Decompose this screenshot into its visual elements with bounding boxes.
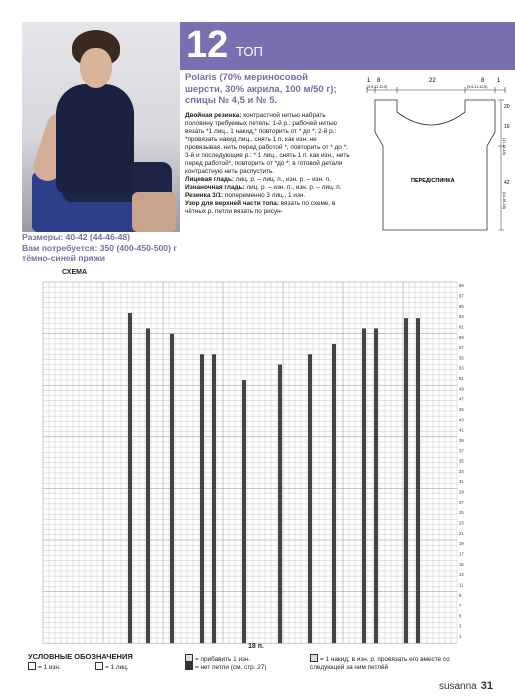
need-line: Вам потребуется: 350 (400-450-500) г тёмно-синей пряжи: [22, 242, 177, 263]
row-number: 47: [459, 396, 464, 402]
model-photo: [22, 22, 180, 232]
row-number: 25: [459, 510, 464, 516]
diag-top-sub-right: (9,5-11-12,5): [467, 85, 488, 89]
repeat-label: 18 п.: [248, 643, 264, 650]
row-number: 23: [459, 520, 464, 526]
diag-top-1: 1: [367, 78, 371, 84]
stitch-column-5: [212, 354, 216, 643]
title-banner: [180, 22, 515, 70]
row-number: 41: [459, 427, 464, 433]
diag-right-1: 20: [504, 104, 510, 110]
knitting-chart: [43, 282, 464, 644]
instruction-1: Двойная резинка: контрастной нитью набрать половину требуемых петель: 1-й р.: рабочей нитью вязать *1 лиц., 1 накид,* повторить от * до *; 2-й р.: *провязать накид лиц., снять 1 п. как изн. не провязывая, нить перед работой *, повторить от * до *; 3-й и последующие р.: * 1 лиц., снять 1 п. как изн., нить перед работой*, повторить от *до *; в готовой детали контрастную нить распустить.: [185, 112, 350, 175]
stitch-column-10: [362, 328, 366, 643]
legend-title: УСЛОВНЫЕ ОБОЗНАЧЕНИЯ: [28, 652, 133, 661]
row-number: 55: [459, 355, 464, 361]
no-stitch-symbol: [185, 662, 193, 670]
row-number: 39: [459, 437, 464, 443]
row-number: 15: [459, 561, 464, 567]
legend-item-knit: = 1 лиц.: [95, 662, 129, 672]
stitch-column-9: [332, 344, 336, 643]
row-number: 7: [459, 603, 462, 609]
instruction-2: Лицевая гладь: лиц. р. – лиц. п., изн. р. – изн. п.: [185, 176, 331, 183]
diag-right-2: 16: [504, 124, 510, 130]
garment-diagram: [355, 72, 510, 242]
row-number: 49: [459, 386, 464, 392]
diag-top-4: 8: [481, 78, 485, 84]
diag-right-5: (44-46-48): [502, 192, 506, 209]
sweater-top: [56, 84, 134, 194]
row-number: 13: [459, 572, 464, 578]
legend-item-purl: = 1 изн.: [28, 662, 61, 672]
stitch-column-12: [404, 318, 408, 643]
chart-row-numbers: [459, 283, 464, 639]
diag-right-4: 42: [504, 180, 510, 186]
increase-symbol: [185, 654, 193, 662]
piece-label: ПЕРЕД/СПИНКА: [411, 178, 455, 184]
stitch-column-13: [416, 318, 420, 643]
instruction-5: Узор для верхней части топа: вязать по схеме, в чётных р. петли вязать по рисун-: [185, 200, 336, 215]
schema-label: СХЕМА: [62, 269, 88, 276]
row-number: 5: [459, 613, 462, 619]
stitch-column-7: [278, 365, 282, 644]
page-footer: [439, 680, 493, 692]
row-number: 11: [459, 582, 464, 588]
row-number: 9: [459, 592, 462, 598]
row-number: 21: [459, 530, 464, 536]
diag-top-5: 1: [497, 78, 501, 84]
row-number: 1: [459, 634, 462, 640]
diag-right-3: (17-18-19): [502, 138, 506, 155]
row-number: 31: [459, 479, 464, 485]
legs: [132, 192, 176, 232]
stitch-column-4: [200, 354, 204, 643]
face: [80, 48, 112, 88]
row-number: 19: [459, 541, 464, 547]
sizes-block: [22, 232, 182, 264]
stitch-column-6: [242, 380, 246, 643]
chart-grid: [43, 282, 457, 643]
row-number: 33: [459, 468, 464, 474]
row-number: 17: [459, 551, 464, 557]
row-number: 69: [459, 283, 464, 289]
row-number: 51: [459, 376, 464, 382]
row-number: 67: [459, 293, 464, 299]
instruction-4: Резинка 3/1: попеременно 3 лиц., 1 изн.: [185, 192, 306, 199]
row-number: 29: [459, 489, 464, 495]
row-number: 37: [459, 448, 464, 454]
page-number: 31: [480, 680, 493, 692]
stitch-column-1: [128, 313, 132, 643]
row-number: 3: [459, 623, 462, 629]
purl-symbol: [28, 662, 36, 670]
yarn-over-symbol: [310, 654, 318, 662]
row-number: 43: [459, 417, 464, 423]
diag-top-sub-left: (9,5-11-12,5): [367, 85, 388, 89]
row-number: 65: [459, 303, 464, 309]
row-number: 59: [459, 334, 464, 340]
pattern-title: ТОП: [236, 44, 263, 59]
row-number: 53: [459, 365, 464, 371]
row-number: 35: [459, 458, 464, 464]
sizes-line: Размеры: 40-42 (44-46-48): [22, 232, 131, 242]
stitch-column-3: [170, 334, 174, 644]
brand-name: susanna: [438, 681, 477, 692]
row-number: 61: [459, 324, 464, 330]
pattern-number: 12: [186, 24, 229, 66]
row-number: 45: [459, 407, 464, 412]
knit-symbol: [95, 662, 103, 670]
row-number: 27: [459, 499, 464, 505]
row-number: 57: [459, 345, 464, 351]
legend-item-increase: = прибавить 1 изн.: [185, 654, 250, 664]
instruction-3: Изнаночная гладь: лиц. р. – изн. п., изн. р. – лиц. п.: [185, 184, 342, 191]
stitch-column-2: [146, 328, 150, 643]
stitch-column-11: [374, 328, 378, 643]
legend-item-yarn-over: = 1 накид; в изн. р. провязать его вместе со следующей за ним петлёй: [310, 656, 450, 671]
stitch-column-8: [308, 354, 312, 643]
instructions: [185, 112, 355, 216]
diag-top-2: 8: [377, 78, 381, 84]
row-number: 63: [459, 314, 464, 320]
diag-top-3: 22: [429, 78, 436, 84]
yarn-info: Polaris (70% мериносовой шерсти, 30% акрила, 100 м/50 г); спицы № 4,5 и № 5.: [185, 72, 337, 106]
legend-item-no-stitch: = нет петли (см. стр. 27): [185, 662, 266, 672]
